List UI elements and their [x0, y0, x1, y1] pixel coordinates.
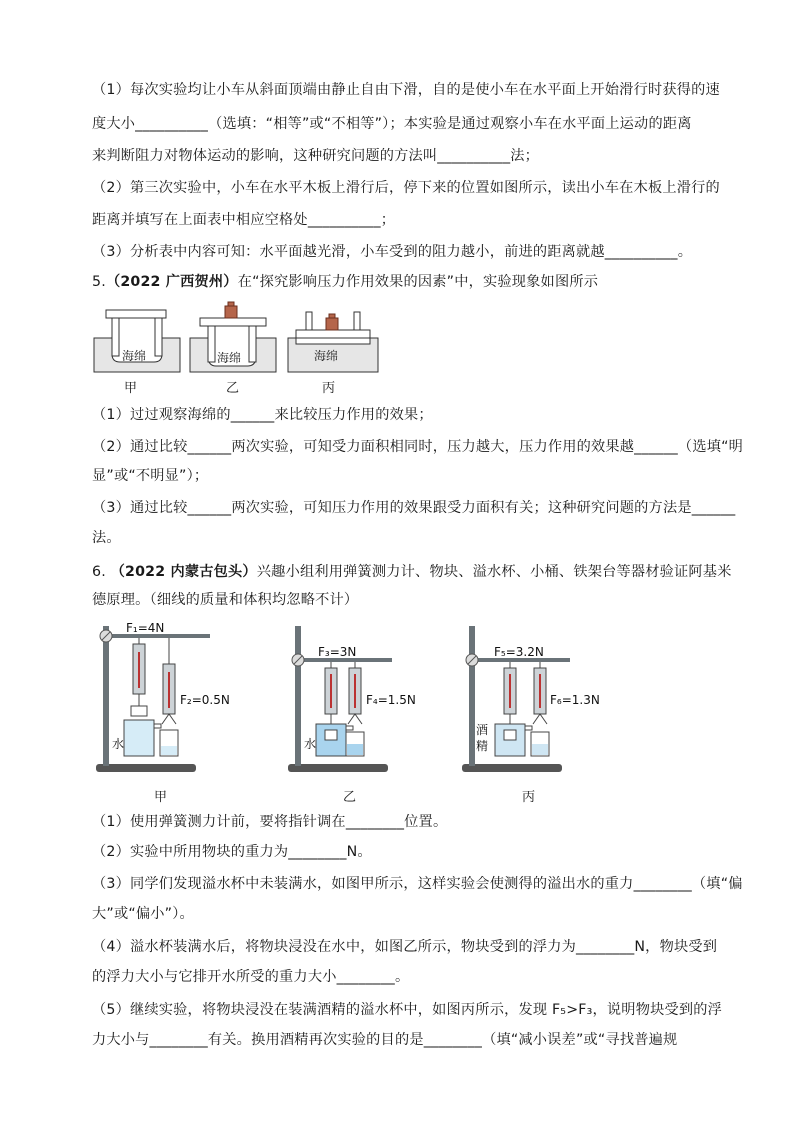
sponge-setup-yi: [190, 302, 276, 372]
label-F1: F₁=4N: [126, 621, 165, 635]
label-water-yi: 水: [304, 737, 317, 751]
label-water-jia: 水: [112, 737, 125, 751]
q6-part4-line1: （4）溢水杯装满水后，将物块浸没在水中，如图乙所示，物块受到的浮力为________N，物块受到: [92, 939, 718, 955]
stand-jia: [96, 621, 230, 772]
label-F6: F₆=1.3N: [550, 693, 600, 707]
q5-part2-line2: 显”或“不明显”）；: [92, 468, 209, 484]
label-alcohol-2: 精: [476, 739, 489, 753]
q6-caption-jia: 甲: [154, 790, 168, 805]
sponge-setup-bing: [288, 312, 378, 372]
q4-part2-line2: 距离并填写在上面表中相应空格处__________；: [92, 212, 396, 228]
q4-part1-line2: 度大小__________（选填：“相等”或“不相等”）；本实验是通过观察小车在水平面上运动的距离: [92, 116, 692, 132]
q6-stem-text: 兴趣小组利用弹簧测力计、物块、溢水杯、小桶、铁架台等器材验证阿基米: [256, 564, 732, 580]
q6-part3-line1: （3）同学们发现溢水杯中未装满水，如图甲所示，这样实验会使测得的溢出水的重力________（填“偏: [92, 876, 743, 892]
label-F3: F₃=3N: [318, 645, 357, 659]
q5-number: 5.: [92, 274, 106, 290]
q5-stem-text: 在“探究影响压力作用效果的因素”中，实验现象如图所示: [237, 274, 599, 290]
label-F4: F₄=1.5N: [366, 693, 416, 707]
sponge-setup-jia: [94, 310, 180, 372]
q6-part4-line2: 的浮力大小与它排开水所受的重力大小________。: [92, 969, 410, 985]
q6-caption-yi: 乙: [343, 790, 357, 805]
q4-part2-line1: （2）第三次实验中，小车在水平木板上滑行后，停下来的位置如图所示，读出小车在木板上滑行的: [92, 180, 720, 196]
q6-number: 6.: [92, 564, 106, 580]
q6-caption-bing: 丙: [522, 790, 536, 805]
q6-part5-line2: 力大小与________有关。换用酒精再次实验的目的是________（填“减小误差”或“寻找普遍规: [92, 1032, 678, 1048]
q6-part3-line2: 大”或“偏小”）。: [92, 906, 194, 922]
label-F2: F₂=0.5N: [180, 693, 230, 707]
q5-caption-jia: 甲: [124, 381, 138, 396]
label-alcohol-1: 酒: [476, 723, 489, 737]
q4-part3: （3）分析表中内容可知：水平面越光滑，小车受到的阻力越小，前进的距离就越__________。: [92, 244, 693, 260]
q5-source: （2022 广西贺州）: [105, 274, 238, 290]
sponge-label-yi: 海绵: [217, 351, 242, 365]
label-F5: F₅=3.2N: [494, 645, 544, 659]
stand-bing: [462, 626, 600, 772]
q6-part2: （2）实验中所用物块的重力为________N。: [92, 844, 372, 860]
sponge-label-jia: 海绵: [122, 349, 147, 363]
q5-part3-line1: （3）通过比较______两次实验，可知压力作用的效果跟受力面积有关；这种研究问题的方法是______: [92, 500, 736, 516]
q6-part1: （1）使用弹簧测力计前，要将指针调在________位置。: [92, 814, 448, 830]
q6-stem-line1: [92, 562, 732, 582]
q5-caption-yi: 乙: [226, 381, 240, 396]
q5-part3-line2: 法。: [92, 530, 121, 546]
q6-source: （2022 内蒙古包头）: [110, 564, 257, 580]
q5-part2-line1: （2）通过比较______两次实验，可知受力面积相同时，压力越大，压力作用的效果越______（选填“明: [92, 439, 744, 455]
archimedes-figure: [92, 612, 622, 782]
stand-yi: [288, 626, 416, 772]
q5-caption-bing: 丙: [322, 381, 336, 396]
q5-part1: （1）过过观察海绵的______来比较压力作用的效果；: [92, 407, 433, 423]
q5-stem: [92, 272, 712, 292]
q4-part1-line3: 来判断阻力对物体运动的影响，这种研究问题的方法叫__________法；: [92, 148, 540, 164]
q6-part5-line1: （5）继续实验，将物块浸没在装满酒精的溢水杯中，如图丙所示，发现 F₅>F₃，说明物块受到的浮: [92, 1002, 723, 1018]
sponge-label-bing: 海绵: [314, 349, 339, 363]
q4-part1-line1: （1）每次实验均让小车从斜面顶端由静止自由下滑，自的是使小车在水平面上开始滑行时获得的速: [92, 82, 720, 98]
q6-stem-line2: 德原理。（细线的质量和体积均忽略不计）: [92, 592, 359, 608]
